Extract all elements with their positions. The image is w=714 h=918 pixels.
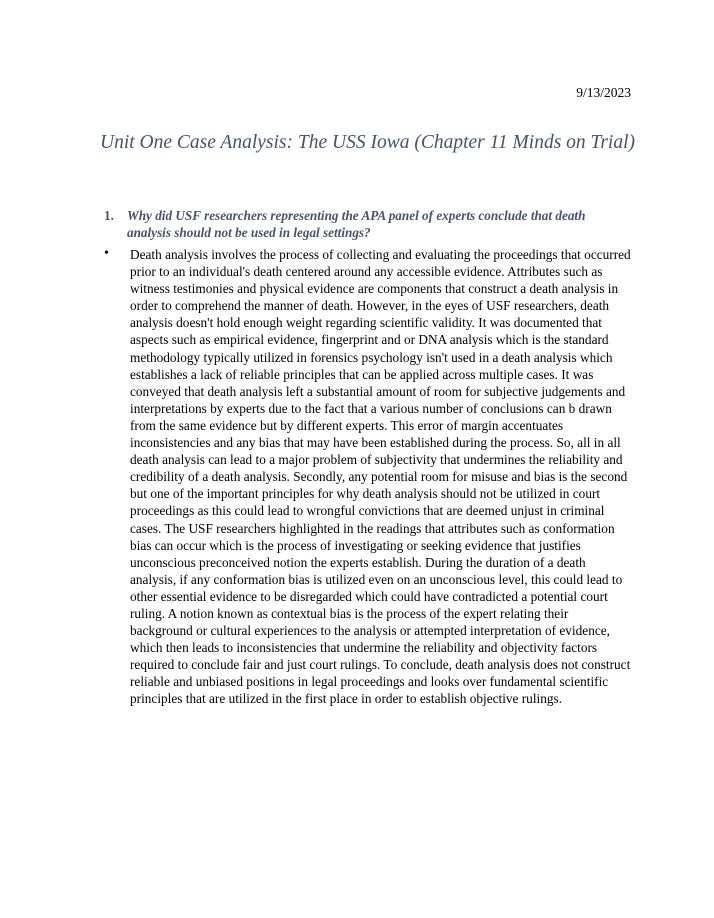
question-number: 1. bbox=[104, 208, 114, 223]
question-text: Why did USF researchers representing the APA panel of experts conclude that death analysis should not be used in legal settings? bbox=[127, 208, 586, 240]
answer-paragraph: Death analysis involves the process of collecting and evaluating the proceedings that occurred prior to an individual's death centered around any accessible evidence. Attributes such as witness testimonies and physical evidence are components that construct a death analysis in order to comprehend the manner of death. However, in the eyes of USF researchers, death analysis doesn't hold enough weight regarding scientific validity. It was documented that aspects such as empirical evidence, fingerprint and or DNA analysis which is the standard methodology typically utilized in forensics psychology isn't used in a death analysis which establishes a lack of reliable principles that can be applied across multiple cases. It was conveyed that death analysis left a substantial amount of room for subjective judgements and interpretations by experts due to the fact that a various number of conclusions can b drawn from the same evidence but by different experts. This error of margin accentuates inconsistencies and any bias that may have been established during the process. So, all in all death analysis can lead to a major problem of subjectivity that undermines the reliability and credibility of a death analysis. Secondly, any potential room for misuse and bias is the second but one of the important principles for why death analysis should not be utilized in court proceedings as this could lead to wrongful convictions that are deemed unjust in criminal cases. The USF researchers highlighted in the readings that attributes such as conformation bias can occur which is the process of investigating or seeking evidence that justifies unconscious preconceived notion the experts establish. During the duration of a death analysis, if any conformation bias is utilized even on an unconscious level, this could lead to other essential evidence to be disregarded which could have contradicted a potential court ruling. A notion known as contextual bias is the process of the expert relating their background or cultural experiences to the analysis or attempted interpretation of evidence, which then leads to inconsistencies that undermine the reliability and objectivity factors required to conclude fair and just court rulings. To conclude, death analysis does not construct reliable and unbiased positions in legal proceedings and looks over fundamental scientific principles that are utilized in the first place in order to establish objective rulings. bbox=[130, 247, 631, 707]
bullet-icon: • bbox=[104, 246, 109, 261]
document-date: 9/13/2023 bbox=[576, 85, 631, 100]
document-title: Unit One Case Analysis: The USS Iowa (Chapter 11 Minds on Trial) bbox=[100, 132, 635, 153]
answer-item bbox=[104, 246, 634, 708]
question-item bbox=[104, 207, 629, 241]
